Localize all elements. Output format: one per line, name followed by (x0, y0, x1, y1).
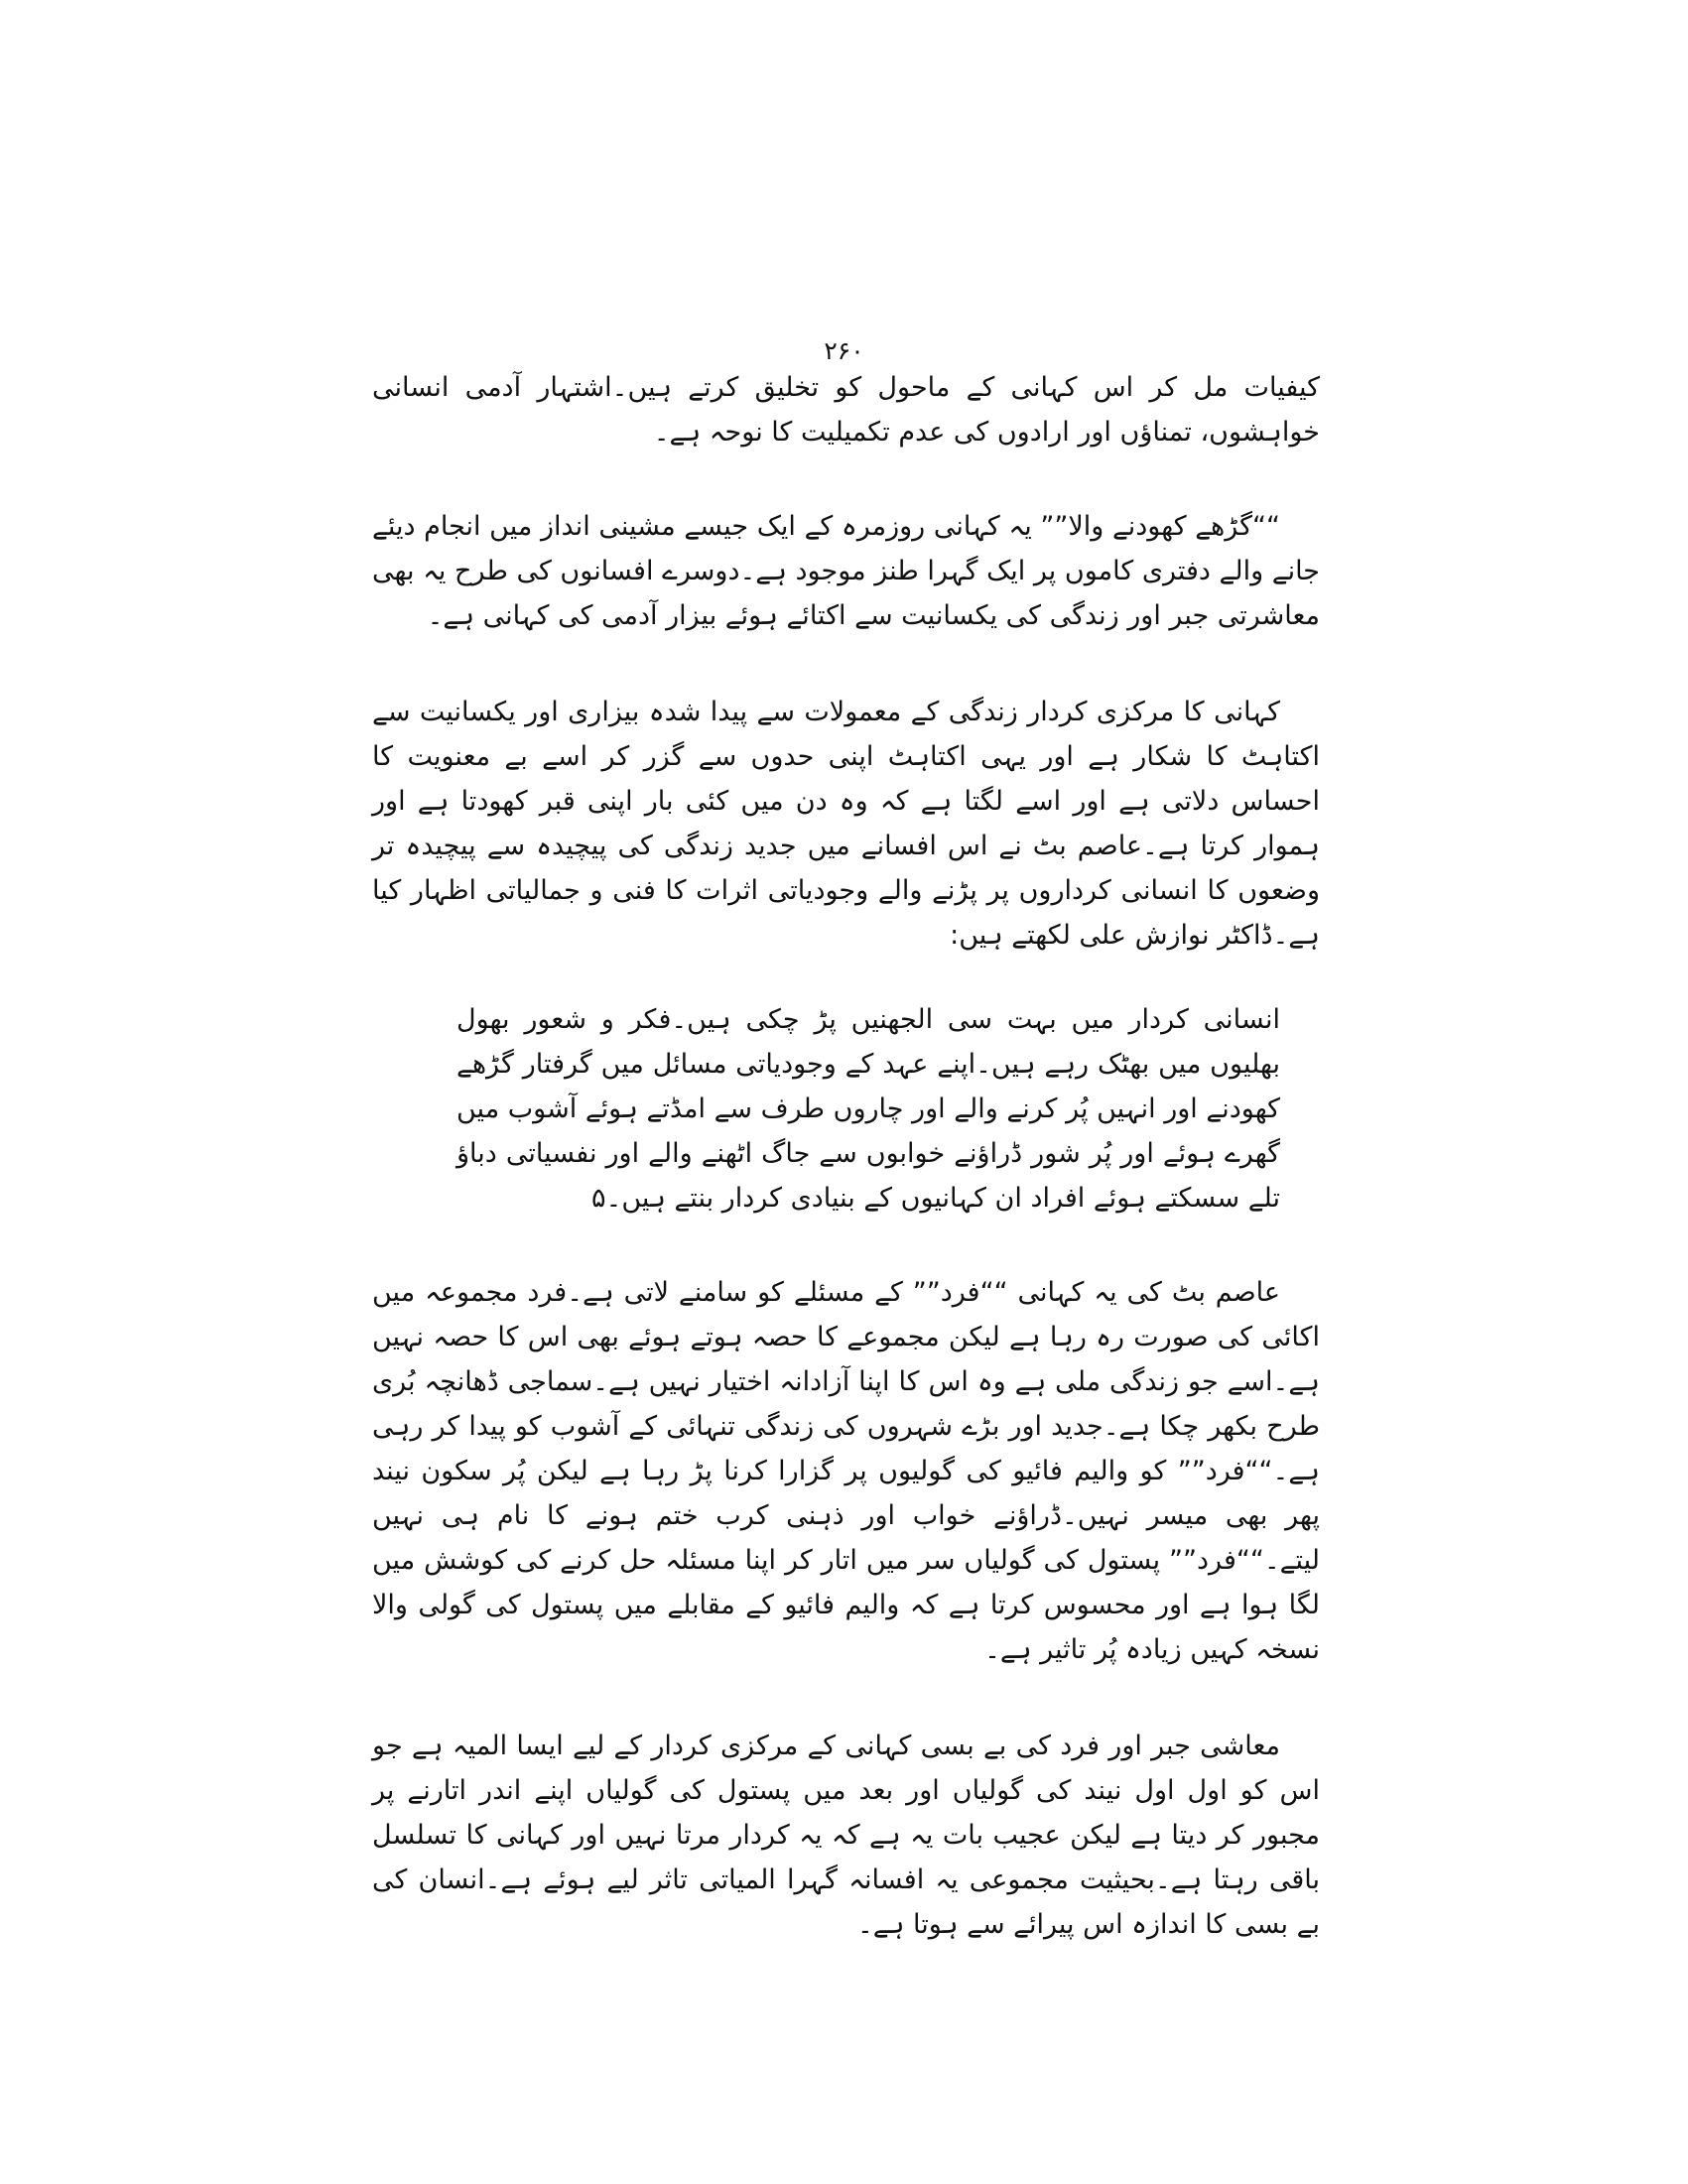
paragraph-5: معاشی جبر اور فرد کی بے بسی کہانی کے مرکزی کردار کے لیے ایسا المیہ ہے جو اس کو اول اول نیند کی گولیاں اور بعد میں پستول کی گولیاں اپنے اندر اتارنے پر مجبور کر دیتا ہے لیکن عجیب بات یہ ہے کہ یہ کردار مرتا نہیں اور کہانی کا تسلسل باقی رہتا ہے۔بحیثیت مجموعی یہ افسانہ گہرا المیاتی تاثر لیے ہوئے ہے۔انسان کی بے بسی کا اندازہ اس پیرائے سے ہوتا ہے۔ (372, 1731, 1320, 1940)
paragraph-2: ““گڑھے کھودنے والا”” یہ کہانی روزمرہ کے ایک جیسے مشینی انداز میں انجام دیئے جانے والے دفتری کاموں پر ایک گہرا طنز موجود ہے۔دوسرے افسانوں کی طرح یہ بھی معاشرتی جبر اور زندگی کی یکسانیت سے اکتائے ہوئے بیزار آدمی کی کہانی ہے۔ (372, 511, 1320, 631)
page-number: ۲۶۰ (824, 336, 864, 365)
paragraph-3: کہانی کا مرکزی کردار زندگی کے معمولات سے پیدا شدہ بیزاری اور یکسانیت سے اکتاہٹ کا شکار ہے اور یہی اکتاہٹ اپنی حدوں سے گزر کر اسے بے معنویت کا احساس دلاتی ہے اور اسے لگتا ہے کہ وہ دن میں کئی بار اپنی قبر کھودتا ہے اور ہموار کرتا ہے۔عاصم بٹ نے اس افسانے میں جدید زندگی کی پیچیدہ سے پیچیدہ تر وضعوں کا انسانی کرداروں پر پڑنے والے وجودیاتی اثرات کا فنی و جمالیاتی اظہار کیا ہے۔ڈاکٹر نوازش علی لکھتے ہیں: (372, 697, 1320, 951)
page-body (372, 365, 1320, 1947)
paragraph-4: عاصم بٹ کی یہ کہانی ““فرد”” کے مسئلے کو سامنے لاتی ہے۔فرد مجموعہ میں اکائی کی صورت رہ رہا ہے لیکن مجموعے کا حصہ ہوتے ہوئے بھی اس کا حصہ نہیں ہے۔اسے جو زندگی ملی ہے وہ اس کا اپنا آزادانہ اختیار نہیں ہے۔سماجی ڈھانچہ بُری طرح بکھر چکا ہے۔جدید اور بڑے شہروں کی زندگی تنہائی کے آشوب کو پیدا کر رہی ہے۔““فرد”” کو والیم فائیو کی گولیوں پر گزارا کرنا پڑ رہا ہے لیکن پُر سکون نیند پھر بھی میسر نہیں۔ڈراؤنے خواب اور ذہنی کرب ختم ہونے کا نام ہی نہیں لیتے۔““فرد”” پستول کی گولیاں سر میں اتار کر اپنا مسئلہ حل کرنے کی کوشش میں لگا ہوا ہے اور محسوس کرتا ہے کہ والیم فائیو کے مقابلے میں پستول کی گولی والا نسخہ کہیں زیادہ پُر تاثیر ہے۔ (372, 1277, 1320, 1665)
block-quote: انسانی کردار میں بہت سی الجھنیں پڑ چکی ہیں۔فکر و شعور بھول بھلیوں میں بھٹک رہے ہیں۔اپنے عہد کے وجودیاتی مسائل میں گرفتار گڑھے کھودنے اور انہیں پُر کرنے والے اور چاروں طرف سے امڈتے ہوئے آشوب میں گھرے ہوئے اور پُر شور ڈراؤنے خوابوں سے جاگ اٹھنے والے اور نفسیاتی دباؤ تلے سسکتے ہوئے افراد ان کہانیوں کے بنیادی کردار بنتے ہیں۔۵ (456, 1004, 1280, 1214)
paragraph-1: کیفیات مل کر اس کہانی کے ماحول کو تخلیق کرتے ہیں۔اشتہار آدمی انسانی خواہشوں، تمناؤں اور ارادوں کی عدم تکمیلیت کا نوحہ ہے۔ (372, 372, 1320, 448)
